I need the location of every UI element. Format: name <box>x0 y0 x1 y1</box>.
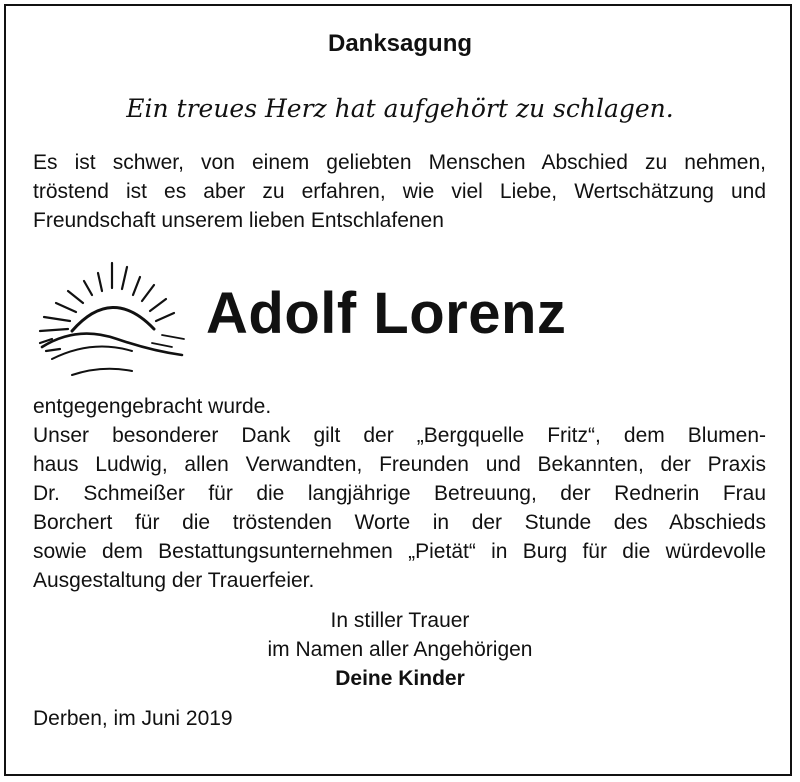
place-date: Derben, im Juni 2019 <box>33 707 233 730</box>
closing-line: im Namen aller Angehörigen <box>267 638 533 661</box>
body-line: sowie dem Bestattungsunternehmen „Pietät“ in Burg für die würdevolle <box>33 540 766 563</box>
intro-line: Freundschaft unserem lieben Entschlafenen <box>33 209 444 232</box>
intro-paragraph <box>33 148 766 235</box>
body-line: Borchert für die tröstenden Worte in der Stunde des Abschieds <box>33 511 766 534</box>
body-line: Dr. Schmeißer für die langjährige Betreuung, der Rednerin Frau <box>33 482 766 505</box>
closing-line: In stiller Trauer <box>330 609 470 632</box>
intro-line: Es ist schwer, von einem geliebten Menschen Abschied zu nehmen, <box>33 151 766 174</box>
body-line: Ausgestaltung der Trauerfeier. <box>33 569 315 592</box>
closing-block <box>0 606 800 693</box>
sunset-icon <box>32 255 192 385</box>
deceased-name: Adolf Lorenz <box>206 281 567 346</box>
notice-heading: Danksagung <box>327 30 473 57</box>
closing-signature: Deine Kinder <box>335 667 465 690</box>
body-line: haus Ludwig, allen Verwandten, Freunden und Bekannten, der Praxis <box>33 453 766 476</box>
body-line: Unser besonderer Dank gilt der „Bergquelle Fritz“, dem Blumen- <box>33 424 766 447</box>
body-paragraph <box>33 392 766 595</box>
body-line: entgegengebracht wurde. <box>33 395 272 418</box>
notice-motto: Ein treues Herz hat aufgehört zu schlagen. <box>126 94 674 123</box>
intro-line: tröstend ist es aber zu erfahren, wie viel Liebe, Wertschätzung und <box>33 180 766 203</box>
